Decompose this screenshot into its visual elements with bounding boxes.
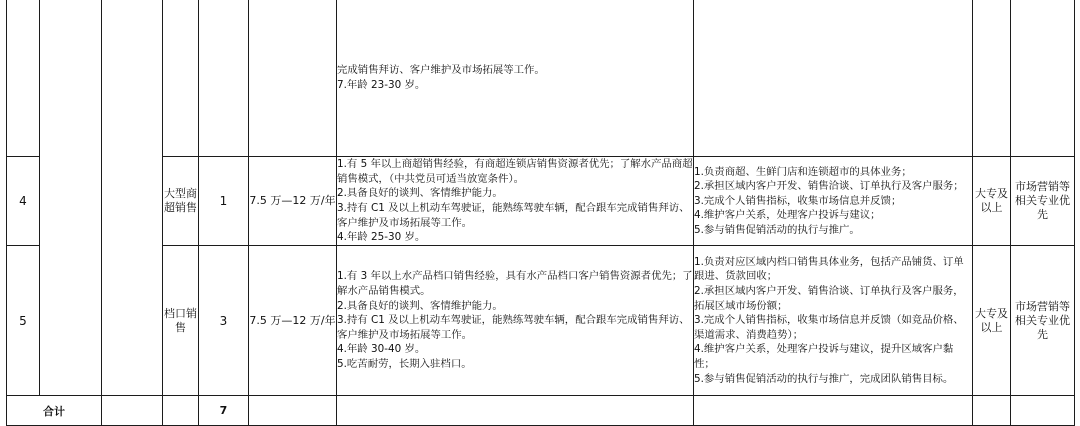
table-row-continued — [7, 0, 1075, 157]
cell-requirements: 1.有 3 年以上水产品档口销售经验，具有水产品档口客户销售资源者优先；了解水产品销售模式。 2.具备良好的谈判、客情维护能力。 3.持有 C1 及以上机动车驾驶证，能熟练驾驶车辆，配合跟车完成销售拜访、客户维护及市场拓展等工作。 4.年龄 30-40 岁。 5.吃苦耐劳，长期入驻档口。 — [337, 246, 694, 396]
cell-position: 大型商超销售 — [163, 157, 199, 246]
cell-position-empty — [163, 0, 199, 157]
cell-duties: 1.负责商超、生鲜门店和连锁超市的具体业务； 2.承担区域内客户开发、销售洽谈、订单执行及客户服务； 3.完成个人销售指标，收集市场信息并反馈； 4.维护客户关系，处理客户投诉与建议； 5.参与销售促销活动的执行与推广。 — [694, 157, 973, 246]
cell-salary-empty — [249, 0, 337, 157]
total-empty-7 — [1011, 396, 1075, 426]
cell-position: 档口销售 — [163, 246, 199, 396]
cell-salary: 7.5 万—12 万/年 — [249, 246, 337, 396]
cell-requirements: 1.有 5 年以上商超销售经验，有商超连锁店销售资源者优先；了解水产品商超销售模式，（中共党员可适当放宽条件）。 2.具备良好的谈判、客情维护能力。 3.持有 C1 及以上机动车驾驶证，能熟练驾驶车辆，配合跟车完成销售拜访、客户维护及市场拓展等工作。 4.年龄 25-30 岁。 — [337, 157, 694, 246]
cell-education: 大专及以上 — [973, 157, 1011, 246]
cell-requirements-continued: 完成销售拜访、客户维护及市场拓展等工作。 7.年龄 23-30 岁。 — [337, 0, 694, 157]
cell-count: 3 — [199, 246, 249, 396]
cell-salary: 7.5 万—12 万/年 — [249, 157, 337, 246]
total-empty-1 — [102, 396, 163, 426]
cell-major-empty — [1011, 0, 1075, 157]
table-row — [7, 246, 1075, 396]
cell-post-type-merged — [102, 0, 163, 396]
cell-count: 1 — [199, 157, 249, 246]
cell-major: 市场营销等相关专业优先 — [1011, 246, 1075, 396]
total-label: 合计 — [7, 396, 102, 426]
cell-dept-merged — [40, 0, 102, 396]
cell-education-empty — [973, 0, 1011, 157]
cell-duties: 1.负责对应区域内档口销售具体业务，包括产品铺货、订单跟进、货款回收； 2.承担区域内客户开发、销售洽谈、订单执行及客户服务，拓展区域市场份额； 3.完成个人销售指标，收集市场信息并反馈（如竞品价格、渠道需求、消费趋势）； 4.维护客户关系，处理客户投诉与建议，提升区域客户黏性； 5.参与销售促销活动的执行与推广，完成团队销售目标。 — [694, 246, 973, 396]
recruitment-table — [6, 0, 1075, 426]
cell-no: 5 — [7, 246, 40, 396]
total-empty-3 — [249, 396, 337, 426]
cell-count-empty — [199, 0, 249, 157]
total-empty-5 — [694, 396, 973, 426]
cell-major: 市场营销等相关专业优先 — [1011, 157, 1075, 246]
table-row — [7, 157, 1075, 246]
table-total-row — [7, 396, 1075, 426]
cell-education: 大专及以上 — [973, 246, 1011, 396]
cell-no: 4 — [7, 157, 40, 246]
total-empty-6 — [973, 396, 1011, 426]
cell-no-empty — [7, 0, 40, 157]
total-count: 7 — [199, 396, 249, 426]
total-empty-2 — [163, 396, 199, 426]
cell-duties-empty — [694, 0, 973, 157]
total-empty-4 — [337, 396, 694, 426]
